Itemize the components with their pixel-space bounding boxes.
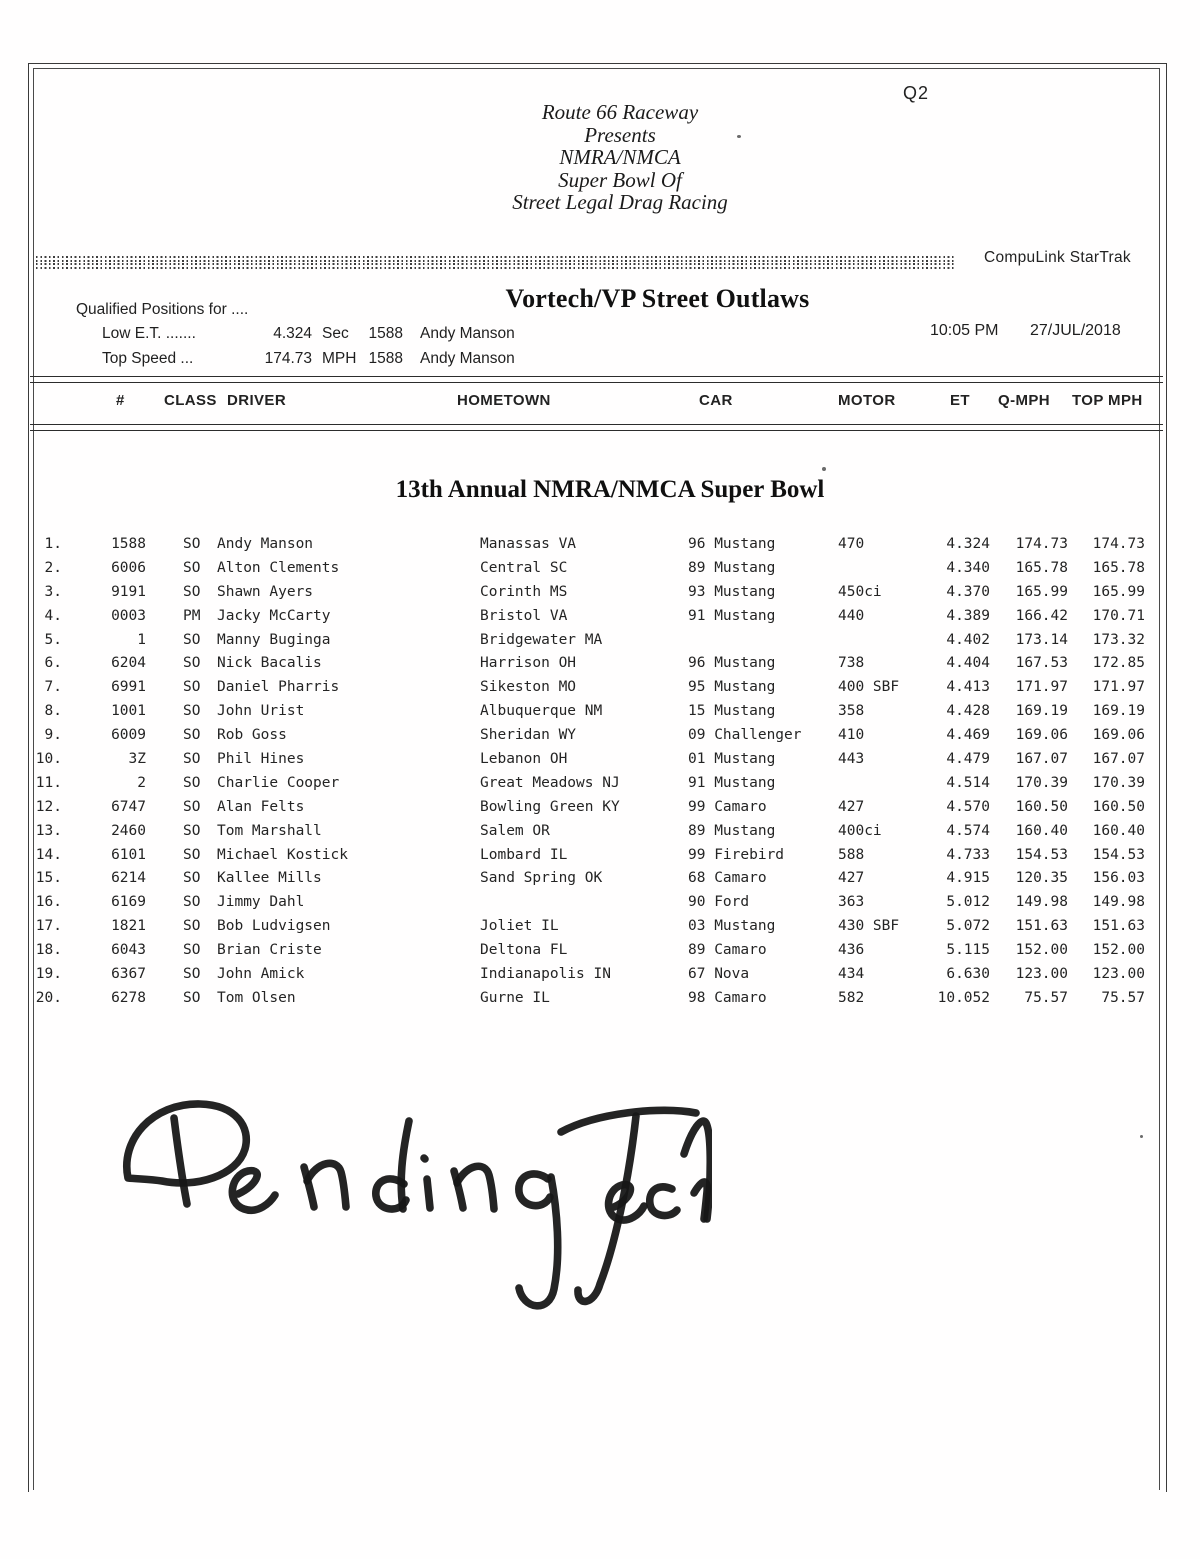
cell-hometown: Manassas VA: [480, 536, 577, 552]
cell-motor: 582: [838, 989, 865, 1006]
scan-speckle: [1140, 1135, 1143, 1138]
cell-car: 91 Mustang: [688, 774, 776, 791]
cell-position: 18.: [35, 942, 62, 959]
low-et-car-number: 1588: [368, 325, 403, 342]
cell-driver: John Urist: [217, 703, 305, 720]
cell-top-mph: 160.50: [1092, 798, 1145, 815]
table-row: [0, 796, 1200, 820]
cell-hometown: Central SC: [480, 559, 568, 576]
cell-top-mph: 169.06: [1092, 727, 1145, 744]
cell-class: SO: [183, 703, 201, 720]
cell-position: 10.: [35, 751, 62, 768]
cell-top-mph: 156.03: [1092, 870, 1145, 887]
letterhead: [320, 101, 920, 214]
cell-car-number: 6101: [111, 846, 146, 863]
cell-car: 96 Mustang: [688, 536, 776, 552]
cell-et: 4.469: [946, 727, 990, 744]
cell-car: 67 Nova: [688, 966, 750, 983]
cell-car-number: 6006: [111, 559, 146, 576]
cell-position: 7.: [44, 679, 62, 696]
handwriting-strokes: [112, 1088, 712, 1348]
cell-motor: 434: [838, 966, 865, 983]
cell-car-number: 2460: [111, 822, 146, 839]
cell-qmph: 170.39: [1015, 774, 1068, 791]
cell-car: 99 Firebird: [688, 846, 785, 863]
cell-car-number: 6169: [111, 894, 146, 911]
cell-motor: 427: [838, 870, 865, 887]
top-speed-unit: MPH: [322, 350, 357, 367]
header-top-mph: TOP MPH: [1072, 392, 1143, 409]
cell-top-mph: 174.73: [1092, 536, 1145, 552]
cell-car-number: 6043: [111, 942, 146, 959]
event-title: 13th Annual NMRA/NMCA Super Bowl: [395, 476, 825, 503]
cell-hometown: Corinth MS: [480, 583, 568, 600]
letterhead-line-1: Route 66 Raceway: [541, 100, 699, 124]
timing-system-brand: CompuLink StarTrak: [984, 249, 1131, 266]
table-row: [0, 844, 1200, 868]
cell-et: 5.012: [946, 894, 990, 911]
header-qmph: Q-MPH: [998, 392, 1050, 409]
scan-speckle: [737, 135, 741, 138]
cell-class: SO: [183, 679, 201, 696]
cell-car-number: 0003: [111, 607, 146, 624]
table-row: [0, 772, 1200, 796]
table-row: [0, 557, 1200, 581]
cell-hometown: Bristol VA: [480, 607, 568, 624]
qualified-positions-heading: Qualified Positions for ....: [76, 301, 249, 318]
cell-top-mph: 151.63: [1092, 918, 1145, 935]
cell-qmph: 165.78: [1015, 559, 1068, 576]
cell-position: 11.: [35, 774, 62, 791]
cell-class: SO: [183, 966, 201, 983]
cell-driver: Michael Kostick: [217, 846, 348, 863]
cell-motor: 440: [838, 607, 865, 624]
cell-car: 68 Camaro: [688, 870, 767, 887]
low-et-label: Low E.T. .......: [102, 325, 196, 342]
cell-driver: John Amick: [217, 966, 305, 983]
table-row: [0, 891, 1200, 915]
cell-qmph: 169.19: [1015, 703, 1068, 720]
cell-motor: 427: [838, 798, 865, 815]
cell-position: 3.: [44, 583, 62, 600]
scan-speckle: [822, 467, 826, 471]
cell-qmph: 154.53: [1015, 846, 1068, 863]
cell-position: 2.: [44, 559, 62, 576]
cell-hometown: Sand Spring OK: [480, 870, 603, 887]
cell-top-mph: 154.53: [1092, 846, 1145, 863]
table-row: [0, 724, 1200, 748]
cell-driver: Tom Olsen: [217, 989, 296, 1006]
cell-position: 9.: [44, 727, 62, 744]
cell-class: SO: [183, 727, 201, 744]
cell-position: 14.: [35, 846, 62, 863]
cell-qmph: 123.00: [1015, 966, 1068, 983]
cell-class: SO: [183, 774, 201, 791]
cell-qmph: 160.40: [1015, 822, 1068, 839]
cell-qmph: 174.73: [1015, 536, 1068, 552]
cell-qmph: 151.63: [1015, 918, 1068, 935]
cell-driver: Nick Bacalis: [217, 655, 322, 672]
table-row: [0, 652, 1200, 676]
low-et-value: 4.324: [273, 325, 312, 342]
double-rule-bottom: [30, 424, 1163, 431]
cell-qmph: 167.07: [1015, 751, 1068, 768]
cell-qmph: 149.98: [1015, 894, 1068, 911]
cell-qmph: 169.06: [1015, 727, 1068, 744]
cell-motor: 363: [838, 894, 865, 911]
cell-et: 4.324: [946, 536, 990, 552]
cell-driver: Kallee Mills: [217, 870, 322, 887]
table-row: [0, 867, 1200, 891]
cell-class: SO: [183, 989, 201, 1006]
cell-hometown: Joliet IL: [480, 918, 559, 935]
handwriting-pending-tech: [112, 1088, 712, 1348]
cell-position: 19.: [35, 966, 62, 983]
cell-driver: Manny Buginga: [217, 631, 331, 648]
cell-class: SO: [183, 631, 201, 648]
cell-class: SO: [183, 846, 201, 863]
cell-motor: 738: [838, 655, 865, 672]
cell-hometown: Salem OR: [480, 822, 550, 839]
cell-driver: Tom Marshall: [217, 822, 322, 839]
cell-qmph: 160.50: [1015, 798, 1068, 815]
cell-car: 09 Challenger: [688, 727, 802, 744]
letterhead-line-2: Presents: [584, 122, 656, 147]
cell-car-number: 6367: [111, 966, 146, 983]
cell-car-number: 1821: [111, 918, 146, 935]
header-car: CAR: [699, 392, 733, 409]
table-row: [0, 581, 1200, 605]
cell-et: 4.570: [946, 798, 990, 815]
cell-driver: Alton Clements: [217, 559, 340, 576]
cell-et: 4.402: [946, 631, 990, 648]
cell-hometown: Sikeston MO: [480, 679, 577, 696]
cell-position: 20.: [35, 989, 62, 1006]
page-corner-label: Q2: [903, 83, 930, 103]
results-rows: [0, 533, 1200, 1011]
cell-car-number: 1: [137, 631, 146, 648]
cell-class: PM: [183, 607, 201, 624]
cell-driver: Jimmy Dahl: [217, 894, 305, 911]
cell-car-number: 6747: [111, 798, 146, 815]
cell-motor: 358: [838, 703, 865, 720]
cell-position: 8.: [44, 703, 62, 720]
cell-hometown: Lombard IL: [480, 846, 568, 863]
cell-hometown: Gurne IL: [480, 989, 550, 1006]
cell-qmph: 152.00: [1015, 942, 1068, 959]
cell-et: 4.389: [946, 607, 990, 624]
session-title: Vortech/VP Street Outlaws: [505, 284, 810, 313]
cell-car: 89 Camaro: [688, 942, 767, 959]
cell-class: SO: [183, 870, 201, 887]
column-header-row: [0, 392, 1200, 412]
cell-motor: 400 SBF: [838, 679, 900, 696]
low-et-unit: Sec: [322, 325, 349, 342]
cell-driver: Alan Felts: [217, 798, 305, 815]
top-speed-car-number: 1588: [368, 350, 403, 367]
cell-motor: 436: [838, 942, 865, 959]
header-et: ET: [950, 392, 970, 409]
cell-car: 15 Mustang: [688, 703, 776, 720]
dotted-separator: [36, 256, 956, 270]
cell-position: 16.: [35, 894, 62, 911]
cell-et: 10.052: [937, 989, 990, 1006]
letterhead-line-5: Street Legal Drag Racing: [512, 190, 728, 215]
cell-et: 4.413: [946, 679, 990, 696]
cell-car-number: 3Z: [128, 751, 146, 768]
header-hometown: HOMETOWN: [457, 392, 551, 409]
cell-car: 96 Mustang: [688, 655, 776, 672]
cell-car-number: 6204: [111, 655, 146, 672]
cell-class: SO: [183, 583, 201, 600]
cell-qmph: 171.97: [1015, 679, 1068, 696]
letterhead-line-3: NMRA/NMCA: [559, 145, 681, 170]
cell-qmph: 166.42: [1015, 607, 1068, 624]
cell-top-mph: 173.32: [1092, 631, 1145, 648]
header-driver: DRIVER: [227, 392, 287, 409]
cell-et: 4.574: [946, 822, 990, 839]
cell-driver: Rob Goss: [217, 727, 287, 744]
table-row: [0, 987, 1200, 1011]
cell-car: 89 Mustang: [688, 822, 776, 839]
cell-qmph: 75.57: [1024, 989, 1068, 1006]
cell-et: 5.072: [946, 918, 990, 935]
cell-class: SO: [183, 894, 201, 911]
cell-driver: Bob Ludvigsen: [217, 918, 331, 935]
cell-top-mph: 170.39: [1092, 774, 1145, 791]
cell-hometown: Sheridan WY: [480, 727, 577, 744]
table-row: [0, 629, 1200, 653]
cell-position: 5.: [44, 631, 62, 648]
table-row: [0, 700, 1200, 724]
table-row: [0, 676, 1200, 700]
top-speed-driver: Andy Manson: [420, 350, 515, 367]
cell-driver: Charlie Cooper: [217, 774, 340, 791]
cell-class: SO: [183, 822, 201, 839]
cell-top-mph: 75.57: [1101, 989, 1145, 1006]
cell-driver: Shawn Ayers: [217, 583, 314, 600]
cell-driver: Jacky McCarty: [217, 607, 331, 624]
cell-et: 6.630: [946, 966, 990, 983]
cell-class: SO: [183, 559, 201, 576]
table-row: [0, 939, 1200, 963]
cell-position: 12.: [35, 798, 62, 815]
cell-hometown: Harrison OH: [480, 655, 577, 672]
cell-et: 5.115: [946, 942, 990, 959]
cell-class: SO: [183, 942, 201, 959]
cell-car-number: 1588: [111, 536, 146, 552]
cell-class: SO: [183, 751, 201, 768]
table-row: [0, 533, 1200, 557]
cell-position: 1.: [44, 536, 62, 552]
cell-hometown: Lebanon OH: [480, 751, 568, 768]
low-et-driver: Andy Manson: [420, 325, 515, 342]
cell-et: 4.404: [946, 655, 990, 672]
cell-top-mph: 172.85: [1092, 655, 1145, 672]
cell-class: SO: [183, 798, 201, 815]
cell-position: 15.: [35, 870, 62, 887]
cell-car: 89 Mustang: [688, 559, 776, 576]
cell-car-number: 6991: [111, 679, 146, 696]
cell-position: 4.: [44, 607, 62, 624]
cell-car: 91 Mustang: [688, 607, 776, 624]
table-row: [0, 820, 1200, 844]
cell-class: SO: [183, 655, 201, 672]
cell-motor: 588: [838, 846, 865, 863]
cell-et: 4.514: [946, 774, 990, 791]
cell-qmph: 165.99: [1015, 583, 1068, 600]
header-position: #: [116, 392, 125, 409]
cell-driver: Daniel Pharris: [217, 679, 340, 696]
cell-car: 95 Mustang: [688, 679, 776, 696]
cell-car-number: 1001: [111, 703, 146, 720]
cell-motor: 400ci: [838, 822, 882, 839]
top-speed-line: [102, 350, 662, 370]
double-rule-top: [30, 376, 1163, 383]
cell-motor: 410: [838, 727, 865, 744]
cell-class: SO: [183, 536, 201, 552]
letterhead-line-4: Super Bowl Of: [558, 167, 682, 192]
cell-hometown: Deltona FL: [480, 942, 568, 959]
cell-class: SO: [183, 918, 201, 935]
table-row: [0, 605, 1200, 629]
cell-car: 03 Mustang: [688, 918, 776, 935]
cell-hometown: Albuquerque NM: [480, 703, 603, 720]
cell-car-number: 6278: [111, 989, 146, 1006]
cell-car: 90 Ford: [688, 894, 750, 911]
cell-motor: 430 SBF: [838, 918, 900, 935]
cell-top-mph: 160.40: [1092, 822, 1145, 839]
cell-top-mph: 167.07: [1092, 751, 1145, 768]
cell-motor: 470: [838, 536, 865, 552]
table-row: [0, 963, 1200, 987]
cell-driver: Brian Criste: [217, 942, 322, 959]
cell-car: 98 Camaro: [688, 989, 767, 1006]
table-row: [0, 915, 1200, 939]
top-speed-label: Top Speed ...: [102, 350, 194, 367]
cell-motor: 443: [838, 751, 865, 768]
cell-et: 4.370: [946, 583, 990, 600]
cell-position: 6.: [44, 655, 62, 672]
table-row: [0, 748, 1200, 772]
cell-car-number: 6214: [111, 870, 146, 887]
cell-motor: 450ci: [838, 583, 882, 600]
cell-top-mph: 123.00: [1092, 966, 1145, 983]
cell-et: 4.733: [946, 846, 990, 863]
low-et-line: [102, 325, 662, 345]
cell-car-number: 9191: [111, 583, 146, 600]
cell-top-mph: 165.78: [1092, 559, 1145, 576]
cell-position: 13.: [35, 822, 62, 839]
cell-top-mph: 165.99: [1092, 583, 1145, 600]
cell-car: 99 Camaro: [688, 798, 767, 815]
cell-car-number: 6009: [111, 727, 146, 744]
cell-car: 93 Mustang: [688, 583, 776, 600]
cell-qmph: 173.14: [1015, 631, 1068, 648]
cell-top-mph: 170.71: [1092, 607, 1145, 624]
cell-et: 4.915: [946, 870, 990, 887]
print-time: 10:05 PM: [930, 322, 999, 339]
cell-top-mph: 152.00: [1092, 942, 1145, 959]
cell-top-mph: 171.97: [1092, 679, 1145, 696]
cell-qmph: 167.53: [1015, 655, 1068, 672]
cell-position: 17.: [35, 918, 62, 935]
cell-hometown: Bridgewater MA: [480, 631, 603, 648]
cell-et: 4.479: [946, 751, 990, 768]
header-class: CLASS: [164, 392, 217, 409]
cell-hometown: Bowling Green KY: [480, 798, 620, 815]
print-date: 27/JUL/2018: [1030, 322, 1121, 339]
cell-et: 4.428: [946, 703, 990, 720]
cell-driver: Andy Manson: [217, 536, 314, 552]
cell-hometown: Indianapolis IN: [480, 966, 611, 983]
cell-car: 01 Mustang: [688, 751, 776, 768]
cell-top-mph: 149.98: [1092, 894, 1145, 911]
cell-qmph: 120.35: [1015, 870, 1068, 887]
top-speed-value: 174.73: [264, 350, 312, 367]
cell-car-number: 2: [137, 774, 146, 791]
cell-driver: Phil Hines: [217, 751, 305, 768]
cell-hometown: Great Meadows NJ: [480, 774, 620, 791]
cell-et: 4.340: [946, 559, 990, 576]
header-motor: MOTOR: [838, 392, 896, 409]
cell-top-mph: 169.19: [1092, 703, 1145, 720]
